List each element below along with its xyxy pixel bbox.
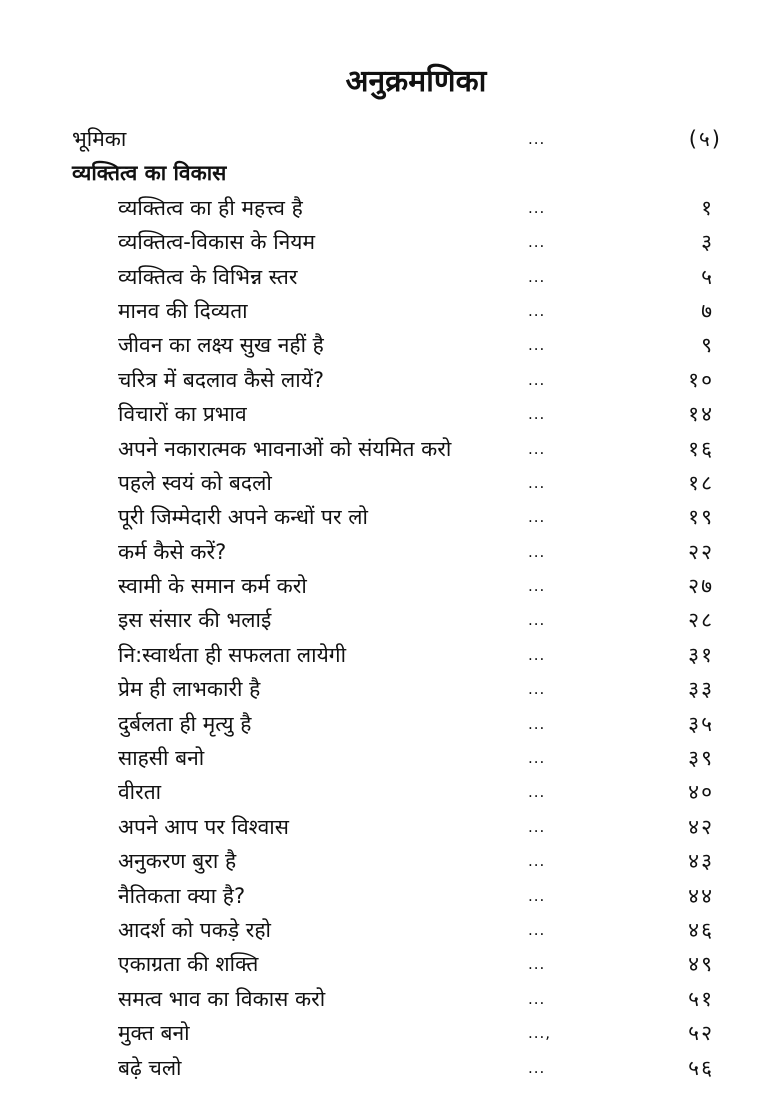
entry-label: कर्म कैसे करें? <box>118 539 227 564</box>
entry-leader-dots: ... <box>528 783 546 802</box>
entry-leader-dots: ... <box>528 577 546 596</box>
toc-entry[interactable] <box>72 363 722 397</box>
entry-leader-dots: ... <box>528 852 546 871</box>
entry-leader-dots: ... <box>528 267 546 286</box>
toc-entry[interactable] <box>72 844 722 878</box>
entry-leader-dots: ... <box>528 508 546 527</box>
entry-label: चरित्र में बदलाव कैसे लायें? <box>118 367 325 392</box>
section-label: व्यक्तित्व का विकास <box>72 161 227 186</box>
toc-entry[interactable] <box>72 947 722 981</box>
toc-entry[interactable] <box>72 191 722 225</box>
entry-label: बढ़े चलो <box>118 1055 182 1080</box>
entry-page-number: ५६ <box>688 1055 714 1080</box>
toc-entry[interactable] <box>72 569 722 603</box>
entry-label: नैतिकता क्या है? <box>118 883 246 908</box>
entry-leader-dots: ... <box>528 542 546 561</box>
toc-entry[interactable] <box>72 535 722 569</box>
entry-leader-dots: ... <box>528 749 546 768</box>
entry-page-number: ९ <box>701 333 714 358</box>
entry-page-number: १८ <box>688 470 714 495</box>
entry-page-number: १४ <box>688 402 714 427</box>
toc-entry[interactable] <box>72 879 722 913</box>
entry-page-number: ४२ <box>688 814 714 839</box>
entry-leader-dots: ... <box>528 198 546 217</box>
entry-label: भूमिका <box>72 127 127 151</box>
entry-label: आदर्श को पकड़े रहो <box>118 917 271 942</box>
toc-entry[interactable] <box>72 432 722 466</box>
toc-entry[interactable] <box>72 466 722 500</box>
entry-page-number: ३९ <box>688 746 714 771</box>
entry-page-number: २८ <box>688 608 714 633</box>
toc-entry[interactable] <box>72 603 722 637</box>
toc-entry[interactable] <box>72 397 722 431</box>
entry-label: समत्व भाव का विकास करो <box>118 986 326 1011</box>
toc-entry[interactable] <box>72 328 722 362</box>
entry-leader-dots: ... <box>528 439 546 458</box>
toc-entry[interactable] <box>72 672 722 706</box>
page-title: अनुक्रमणिका <box>345 64 487 99</box>
toc-section-heading[interactable] <box>72 156 722 190</box>
entry-page-number: ४३ <box>688 849 714 874</box>
entry-leader-dots: ... <box>528 955 546 974</box>
entry-page-number: २७ <box>688 574 714 599</box>
entry-label: पूरी जिम्मेदारी अपने कन्धों पर लो <box>118 505 368 530</box>
toc-entry[interactable] <box>72 225 722 259</box>
entry-leader-dots: ... <box>528 680 546 699</box>
entry-leader-dots: ... <box>528 473 546 492</box>
entry-page-number: ३ <box>701 230 714 255</box>
entry-leader-dots: ... <box>528 645 546 664</box>
entry-page-number: १९ <box>688 505 714 530</box>
entry-leader-dots: ... <box>528 886 546 905</box>
entry-leader-dots: ... <box>528 405 546 424</box>
entry-page-number: ४० <box>688 780 714 805</box>
entry-page-number: ४६ <box>688 917 714 942</box>
toc-entry[interactable] <box>72 741 722 775</box>
entry-label: अनुकरण बुरा है <box>118 849 237 874</box>
toc-entry[interactable] <box>72 707 722 741</box>
entry-page-number: ७ <box>701 298 714 323</box>
entry-label: विचारों का प्रभाव <box>118 402 247 427</box>
entry-label: व्यक्तित्व के विभिन्न स्तर <box>118 264 298 289</box>
entry-page-number: (५) <box>688 127 722 151</box>
entry-leader-dots: ... <box>528 370 546 389</box>
entry-page-number: ५२ <box>688 1021 714 1046</box>
entry-page-number: १६ <box>688 436 714 461</box>
entry-leader-dots: ... <box>528 817 546 836</box>
entry-leader-dots: ..., <box>528 1024 552 1043</box>
entry-label: स्वामी के समान कर्म करो <box>118 574 307 599</box>
entry-page-number: ४९ <box>688 952 714 977</box>
entry-label: वीरता <box>118 780 162 805</box>
toc-entry-preface[interactable] <box>72 122 722 156</box>
entry-leader-dots: ... <box>528 714 546 733</box>
entry-leader-dots: ... <box>528 611 546 630</box>
toc-entry[interactable] <box>72 982 722 1016</box>
toc-entry[interactable] <box>72 260 722 294</box>
entry-label: मुक्त बनो <box>118 1021 190 1046</box>
entry-label: अपने नकारात्मक भावनाओं को संयमित करो <box>118 436 452 461</box>
toc-entry[interactable] <box>72 1016 722 1050</box>
toc-entry[interactable] <box>72 500 722 534</box>
entry-page-number: ५१ <box>688 986 714 1011</box>
entry-page-number: १ <box>701 195 714 220</box>
toc-entry[interactable] <box>72 810 722 844</box>
entry-label: साहसी बनो <box>118 746 205 771</box>
entry-page-number: ४४ <box>688 883 714 908</box>
entry-leader-dots: ... <box>528 1058 546 1077</box>
entry-label: पहले स्वयं को बदलो <box>118 470 272 495</box>
entry-label: एकाग्रता की शक्ति <box>118 952 259 977</box>
entry-leader-dots: ... <box>528 920 546 939</box>
entry-leader-dots: ... <box>528 989 546 1008</box>
entry-leader-dots: ... <box>528 336 546 355</box>
entry-label: दुर्बलता ही मृत्यु है <box>118 711 252 736</box>
entry-label: व्यक्तित्व-विकास के नियम <box>118 230 316 255</box>
toc-entry[interactable] <box>72 294 722 328</box>
entry-label: मानव की दिव्यता <box>118 298 248 323</box>
entry-leader-dots: ... <box>528 233 546 252</box>
toc-entry[interactable] <box>72 913 722 947</box>
entry-label: जीवन का लक्ष्य सुख नहीं है <box>118 333 324 358</box>
entry-page-number: १० <box>688 367 714 392</box>
entry-label: अपने आप पर विश्वास <box>118 814 289 839</box>
entry-label: व्यक्तित्व का ही महत्त्व है <box>118 195 303 220</box>
entry-leader-dots: ... <box>528 130 546 148</box>
entry-label: नि:स्वार्थता ही सफलता लायेगी <box>118 642 347 667</box>
entry-label: प्रेम ही लाभकारी है <box>118 677 261 702</box>
entry-page-number: ३३ <box>688 677 714 702</box>
entry-leader-dots: ... <box>528 301 546 320</box>
table-of-contents <box>72 122 722 1085</box>
entry-page-number: २२ <box>688 539 714 564</box>
toc-entry[interactable] <box>72 1051 722 1085</box>
entry-page-number: ३५ <box>688 711 714 736</box>
toc-entry[interactable] <box>72 638 722 672</box>
toc-entry[interactable] <box>72 775 722 809</box>
entry-label: इस संसार की भलाई <box>118 608 272 633</box>
entry-page-number: ५ <box>701 264 714 289</box>
entry-page-number: ३१ <box>688 642 714 667</box>
